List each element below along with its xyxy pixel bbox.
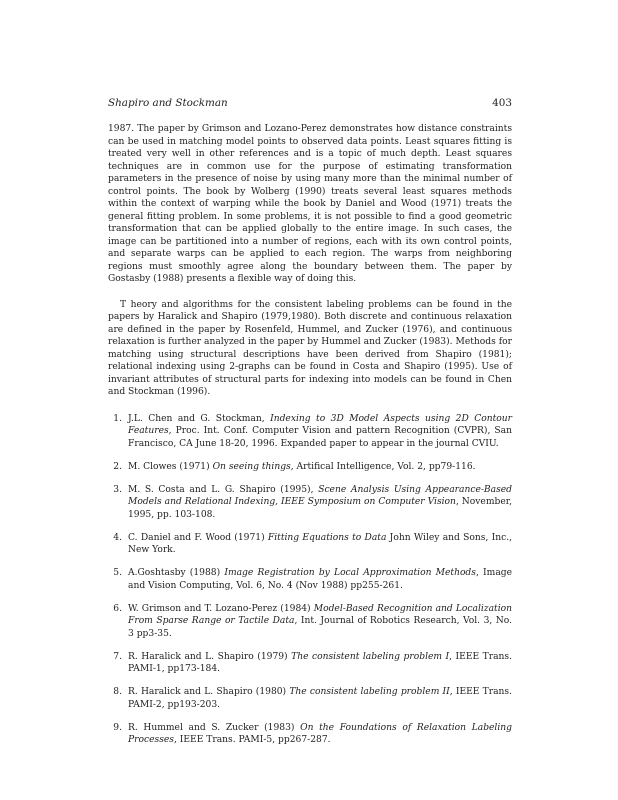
- reference-item: [108, 461, 512, 474]
- page: [108, 97, 512, 757]
- reference-text: C. Daniel and F. Wood (1971) Fitting Equations to Data John Wiley and Sons, Inc., New York.: [128, 532, 512, 555]
- page-header: [108, 97, 512, 123]
- reference-item: [108, 686, 512, 711]
- running-title: Shapiro and Stockman: [108, 97, 228, 109]
- reference-item: [108, 651, 512, 676]
- reference-text: A.Goshtasby (1988) Image Registration by Local Approximation Methods, Image and Vision Computing, Vol. 6, No. 4 (Nov 1988) pp255-261.: [128, 568, 512, 591]
- reference-title: The consistent labeling problem II: [289, 687, 450, 697]
- reference-title: Image Registration by Local Approximation Methods: [224, 568, 476, 578]
- reference-text: M. Clowes (1971) On seeing things, Artifical Intelligence, Vol. 2, pp79-116.: [128, 461, 476, 472]
- reference-number: 8.: [113, 687, 122, 697]
- reference-text: W. Grimson and T. Lozano-Perez (1984) Model-Based Recognition and Localization From Sparse Range or Tactile Data, Int. Journal of Robotics Research, Vol. 3, No. 3 pp3-35.: [128, 603, 512, 639]
- reference-number: 1.: [113, 413, 122, 424]
- reference-title: On seeing things: [212, 461, 291, 472]
- body-paragraph: T heory and algorithms for the consistent labeling problems can be found in the papers by Haralick and Shapiro (1979,1980). Both discrete and continuous relaxation are defined in the paper by Rosenfeld, Hummel, and Zucker (1976), and continuous relaxation is further analyzed in the paper by Hummel and Zucker (1983). Methods for matching using structural descriptions have been derived from Shapiro (1981); relational indexing using 2-graphs can be found in Costa and Shapiro (1995). Use of invariant attributes of structural parts for indexing into models can be found in Chen and Stockman (1996).: [108, 299, 512, 397]
- reference-item: [108, 484, 512, 522]
- reference-list: [108, 413, 512, 747]
- reference-number: 2.: [113, 461, 122, 472]
- reference-item: [108, 567, 512, 592]
- reference-item: [108, 603, 512, 641]
- reference-text: M. S. Costa and L. G. Shapiro (1995), Scene Analysis Using Appearance-Based Models and Relational Indexing, IEEE Symposium on Computer Vision, November, 1995, pp. 103-108.: [128, 484, 512, 520]
- reference-number: 7.: [113, 651, 122, 662]
- reference-title: Model-Based Recognition and Localization From Sparse Range or Tactile Data: [128, 603, 512, 626]
- reference-number: 4.: [113, 532, 122, 543]
- reference-item: [108, 532, 512, 557]
- reference-number: 9.: [113, 722, 122, 733]
- reference-title: Scene Analysis Using Appearance-Based Models and Relational Indexing, IEEE Symposium on Computer Vision: [128, 484, 512, 507]
- reference-number: 5.: [113, 568, 122, 578]
- reference-number: 3.: [113, 484, 122, 495]
- reference-item: [108, 722, 512, 747]
- reference-item: [108, 413, 512, 451]
- reference-text: R. Haralick and L. Shapiro (1980) The consistent labeling problem II, IEEE Trans. PAMI-2, pp193-203.: [128, 687, 513, 710]
- reference-title: Fitting Equations to Data: [267, 532, 387, 543]
- reference-title: Indexing to 3D Model Aspects using 2D Contour Features: [128, 413, 512, 436]
- reference-text: J.L. Chen and G. Stockman, Indexing to 3D Model Aspects using 2D Contour Features, Proc. Int. Conf. Computer Vision and pattern Recognition (CVPR), San Francisco, CA June 18-20, 1996. Expanded paper to appear in the journal CVIU.: [128, 413, 512, 449]
- reference-text: R. Haralick and L. Shapiro (1979) The consistent labeling problem I, IEEE Trans. PAMI-1, pp173-184.: [128, 651, 513, 674]
- body-paragraph: 1987. The paper by Grimson and Lozano-Perez demonstrates how distance constraints can be used in matching model points to observed data points. Least squares fitting is treated very well in other references and is a topic of much depth. Least squares techniques are in common use for the purpose of estimating transformation parameters in the presence of noise by using many more than the minimal number of control points. The book by Wolberg (1990) treats several least squares methods within the context of warping while the book by Daniel and Wood (1971) treats the general fitting problem. In some problems, it is not possible to find a good geometric transformation that can be applied globally to the entire image. In such cases, the image can be partitioned into a number of regions, each with its own control points, and separate warps can be applied to each region. The warps from neighboring regions must smoothly agree along the boundary between them. The paper by Gostasby (1988) presents a flexible way of doing this.: [108, 124, 512, 284]
- page-number: 403: [492, 97, 512, 109]
- reference-title: The consistent labeling problem I: [291, 651, 450, 662]
- reference-text: R. Hummel and S. Zucker (1983) On the Foundations of Relaxation Labeling Processes, IEEE Trans. PAMI-5, pp267-287.: [128, 722, 512, 745]
- reference-number: 6.: [113, 603, 122, 614]
- reference-title: On the Foundations of Relaxation Labeling Processes: [128, 722, 512, 745]
